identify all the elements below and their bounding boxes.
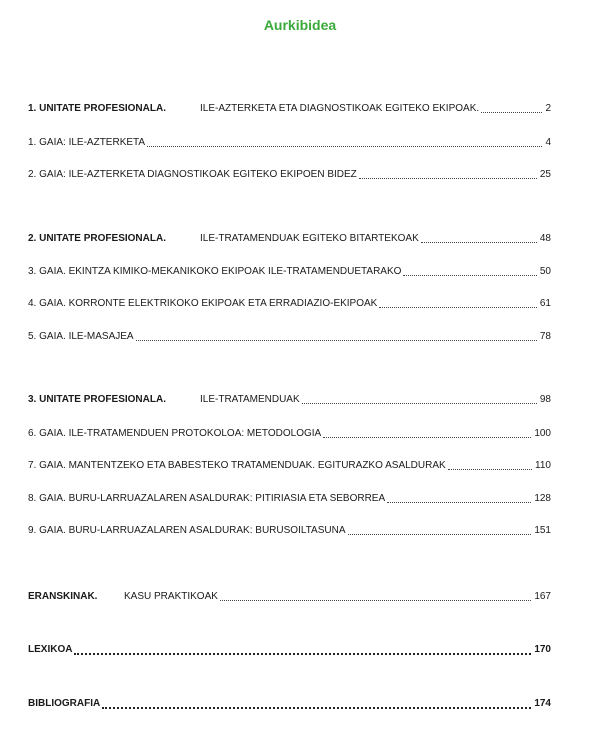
page-number: 78 — [539, 331, 551, 342]
toc-entry-gaia-2[interactable] — [28, 167, 551, 181]
toc-entry-gaia-5[interactable] — [28, 329, 551, 343]
entry-title: 7. GAIA. MANTENTZEKO ETA BABESTEKO TRATAMENDUAK. EGITURAZKO ASALDURAK — [28, 460, 446, 471]
entry-title: 2. GAIA: ILE-AZTERKETA DIAGNOSTIKOAK EGITEKO EKIPOEN BIDEZ — [28, 169, 357, 180]
dot-leader — [421, 241, 537, 243]
toc-entry-unit-2[interactable] — [28, 231, 551, 245]
entry-title: LEXIKOA — [28, 644, 73, 655]
toc-entry-gaia-7[interactable] — [28, 458, 551, 472]
dot-leader — [387, 501, 531, 503]
entry-title: 9. GAIA. BURU-LARRUAZALAREN ASALDURAK: BURUSOILTASUNA — [28, 525, 346, 536]
entry-title: ILE-TRATAMENDUAK — [200, 394, 300, 405]
dot-leader — [359, 177, 537, 179]
toc-entry-gaia-4[interactable] — [28, 296, 551, 310]
dot-leader — [136, 339, 537, 341]
toc-entry-gaia-8[interactable] — [28, 491, 551, 505]
toc-entry-lexikoa[interactable] — [28, 642, 551, 656]
dot-leader — [74, 652, 531, 655]
toc-entry-gaia-9[interactable] — [28, 523, 551, 537]
toc-entry-unit-1[interactable] — [28, 101, 551, 115]
page-number: 100 — [534, 428, 551, 439]
toc-entry-bibliografia[interactable] — [28, 696, 551, 710]
dot-leader — [403, 274, 536, 276]
dot-leader — [147, 145, 542, 147]
page-number: 25 — [539, 169, 551, 180]
page-number: 128 — [534, 493, 551, 504]
entry-title: 1. GAIA: ILE-AZTERKETA — [28, 137, 146, 148]
page-number: 151 — [534, 525, 551, 536]
page-title: Aurkibidea — [263, 17, 337, 33]
page-number: 174 — [534, 698, 551, 709]
page-number: 48 — [539, 233, 551, 244]
page-number: 4 — [545, 137, 551, 148]
toc-entry-gaia-6[interactable] — [28, 426, 551, 440]
toc-entry-unit-3[interactable] — [28, 392, 551, 406]
entry-title: 4. GAIA. KORRONTE ELEKTRIKOKO EKIPOAK ETA ERRADIAZIO-EKIPOAK — [28, 298, 378, 309]
toc-entry-gaia-1[interactable] — [28, 135, 551, 149]
dot-leader — [102, 706, 531, 709]
page-number: 167 — [534, 591, 551, 602]
dot-leader — [220, 599, 531, 601]
page-number: 170 — [534, 644, 551, 655]
dot-leader — [481, 111, 542, 113]
entry-title: ILE-TRATAMENDUAK EGITEKO BITARTEKOAK — [200, 233, 419, 244]
page-number: 61 — [539, 298, 551, 309]
entry-title: BIBLIOGRAFIA — [28, 698, 101, 709]
toc-entry-gaia-3[interactable] — [28, 264, 551, 278]
page-number: 2 — [545, 103, 551, 114]
entry-title: 5. GAIA. ILE-MASAJEA — [28, 331, 134, 342]
page-number: 50 — [539, 266, 551, 277]
toc-entry-eranskinak[interactable] — [28, 589, 551, 603]
entry-title: 6. GAIA. ILE-TRATAMENDUEN PROTOKOLOA: METODOLOGIA — [28, 428, 322, 439]
page-number: 98 — [539, 394, 551, 405]
entry-title: ILE-AZTERKETA ETA DIAGNOSTIKOAK EGITEKO EKIPOAK. — [200, 103, 480, 114]
unit-label: 2. UNITATE PROFESIONALA. — [28, 233, 166, 244]
dot-leader — [448, 468, 532, 470]
dot-leader — [348, 533, 532, 535]
entry-title: 8. GAIA. BURU-LARRUAZALAREN ASALDURAK: PITIRIASIA ETA SEBORREA — [28, 493, 386, 504]
dot-leader — [379, 306, 537, 308]
dot-leader — [302, 402, 537, 404]
dot-leader — [323, 436, 531, 438]
entry-title: KASU PRAKTIKOAK — [124, 591, 218, 602]
entry-title: 3. GAIA. EKINTZA KIMIKO-MEKANIKOKO EKIPOAK ILE-TRATAMENDUETARAKO — [28, 266, 402, 277]
page-number: 110 — [535, 460, 551, 471]
unit-label: 1. UNITATE PROFESIONALA. — [28, 103, 166, 114]
unit-label: ERANSKINAK. — [28, 591, 98, 602]
unit-label: 3. UNITATE PROFESIONALA. — [28, 394, 166, 405]
